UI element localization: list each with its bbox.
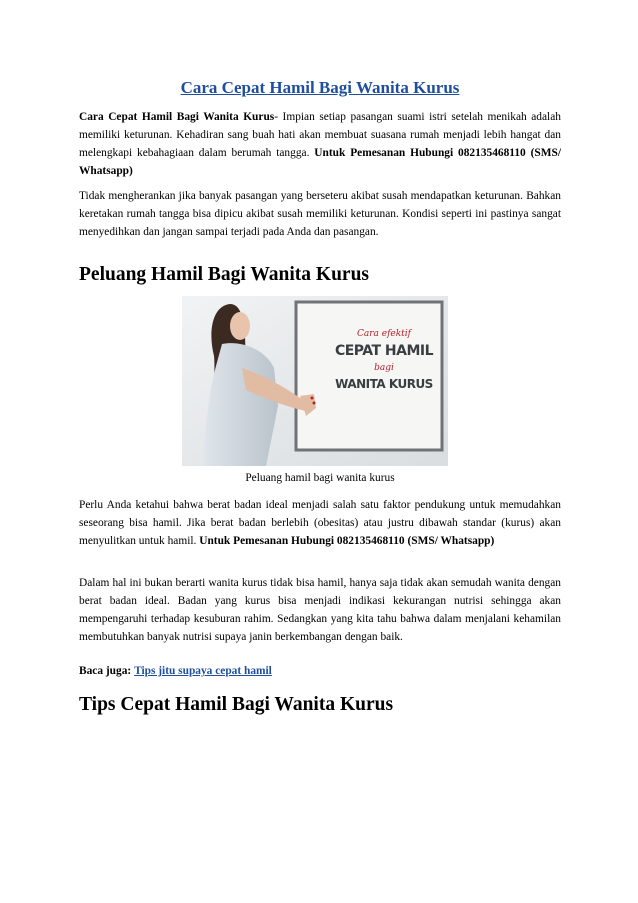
paragraph-3 bbox=[79, 496, 561, 550]
baca-label: Baca juga: bbox=[79, 665, 132, 677]
figure-text bbox=[332, 329, 436, 392]
figure-line4: WANITA KURUS bbox=[335, 377, 433, 391]
figure-line1: Cara efektif bbox=[356, 329, 412, 339]
heading-tips: Tips Cepat Hamil Bagi Wanita Kurus bbox=[79, 694, 394, 715]
page-title: Cara Cepat Hamil Bagi Wanita Kurus bbox=[180, 78, 460, 97]
intro-contact: Untuk Pemesanan Hubungi 082135468110 (SMS/ Whatsapp) bbox=[79, 147, 561, 177]
intro-lead: Cara Cepat Hamil Bagi Wanita Kurus bbox=[79, 111, 275, 123]
figure-line2: CEPAT HAMIL bbox=[334, 343, 434, 359]
baca-link[interactable]: Tips jitu supaya cepat hamil bbox=[134, 665, 272, 677]
paragraph-4: Dalam hal ini bukan berarti wanita kurus tidak bisa hamil, hanya saja tidak akan semudah wanita dengan berat badan ideal. Badan yang kurus bisa menjadi indikasi kekurangan nutrisi sehingga akan mempengaruhi terhadap kesuburan rahim. Sedangkan yang kita tahu bahwa dalam menjalani kehamilan membutuhkan banyak nutrisi supaya janin berkembangan dengan baik. bbox=[79, 577, 561, 643]
p3-contact: Untuk Pemesanan Hubungi 082135468110 (SMS/ Whatsapp) bbox=[199, 535, 495, 547]
paragraph-baca bbox=[79, 662, 561, 680]
p3-text: Perlu Anda ketahui bahwa berat badan ideal menjadi salah satu faktor pendukung untuk memudahkan seseorang bisa hamil. Jika berat badan berlebih (obesitas) atau justru dibawah standar (kurus) akan menyulitkan untuk hamil. bbox=[79, 499, 561, 547]
paragraph-intro bbox=[79, 108, 561, 180]
figure-line3: bagi bbox=[374, 363, 394, 373]
intro-text: - Impian setiap pasangan suami istri setelah menikah adalah memiliki keturunan. Kehadiran sang buah hati akan membuat suasana rumah menjadi lebih hangat dan melengkapi kebahagiaan dalam berumah tangga. bbox=[79, 111, 561, 159]
figure-caption: Peluang hamil bagi wanita kurus bbox=[245, 472, 395, 484]
heading-peluang: Peluang Hamil Bagi Wanita Kurus bbox=[79, 264, 370, 285]
figure-image bbox=[182, 296, 448, 466]
paragraph-2: Tidak mengherankan jika banyak pasangan yang berseteru akibat susah mendapatkan keturunan. Bahkan keretakan rumah tangga bisa dipicu akibat susah memiliki keturunan. Kondisi seperti ini pastinya sangat menyedihkan dan jangan sampai terjadi pada Anda dan pasangan. bbox=[79, 190, 561, 238]
